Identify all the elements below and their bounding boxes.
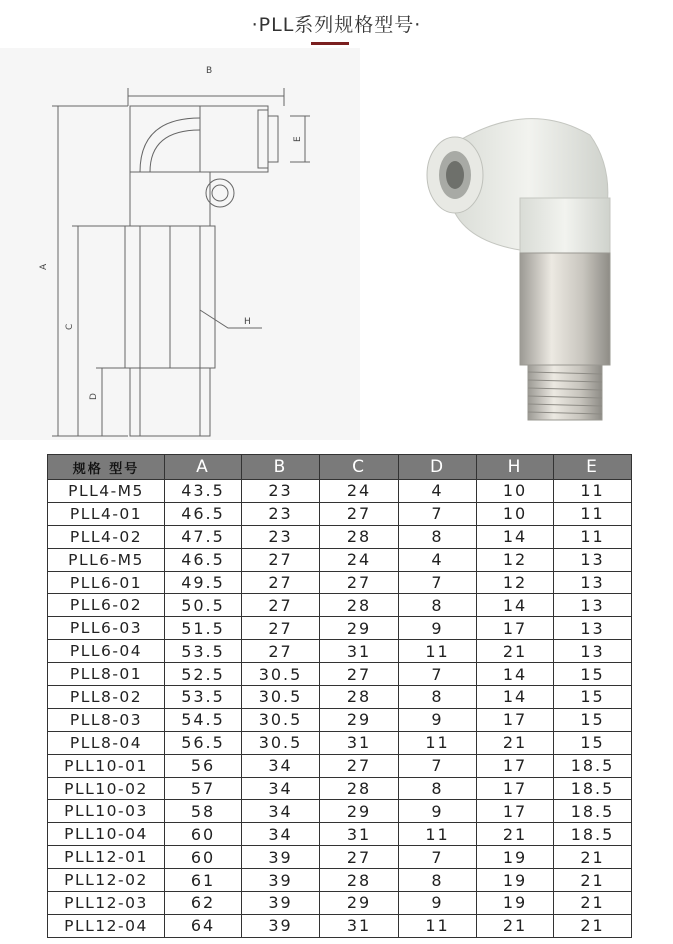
value-cell: 13: [554, 548, 632, 571]
value-cell: 8: [399, 686, 477, 709]
value-cell: 18.5: [554, 823, 632, 846]
table-row: [48, 846, 632, 869]
value-cell: 23: [242, 525, 320, 548]
value-cell: 11: [554, 525, 632, 548]
table-row: [48, 548, 632, 571]
value-cell: 19: [477, 892, 554, 915]
value-cell: 60: [165, 846, 242, 869]
column-header: C: [320, 455, 399, 480]
value-cell: 11: [554, 480, 632, 503]
value-cell: 39: [242, 846, 320, 869]
table-row: [48, 525, 632, 548]
value-cell: 39: [242, 869, 320, 892]
value-cell: 39: [242, 914, 320, 937]
model-cell: PLL6-M5: [48, 548, 165, 571]
value-cell: 21: [477, 823, 554, 846]
model-cell: PLL6-01: [48, 571, 165, 594]
model-cell: PLL12-04: [48, 914, 165, 937]
model-cell: PLL10-01: [48, 754, 165, 777]
product-photo: [400, 90, 650, 435]
value-cell: 8: [399, 869, 477, 892]
value-cell: 14: [477, 686, 554, 709]
model-cell: PLL4-02: [48, 525, 165, 548]
value-cell: 30.5: [242, 686, 320, 709]
value-cell: 14: [477, 525, 554, 548]
value-cell: 27: [320, 846, 399, 869]
value-cell: 39: [242, 892, 320, 915]
value-cell: 31: [320, 731, 399, 754]
column-header: E: [554, 455, 632, 480]
column-header: A: [165, 455, 242, 480]
value-cell: 15: [554, 708, 632, 731]
value-cell: 23: [242, 480, 320, 503]
value-cell: 21: [554, 869, 632, 892]
dim-label-e: E: [293, 136, 303, 142]
column-header: 规格 型号: [48, 455, 165, 480]
value-cell: 29: [320, 617, 399, 640]
value-cell: 11: [554, 502, 632, 525]
model-cell: PLL12-02: [48, 869, 165, 892]
value-cell: 17: [477, 754, 554, 777]
value-cell: 27: [242, 548, 320, 571]
column-header: D: [399, 455, 477, 480]
value-cell: 8: [399, 525, 477, 548]
value-cell: 13: [554, 640, 632, 663]
model-cell: PLL10-04: [48, 823, 165, 846]
value-cell: 43.5: [165, 480, 242, 503]
value-cell: 12: [477, 548, 554, 571]
value-cell: 49.5: [165, 571, 242, 594]
dim-label-b: B: [206, 66, 213, 76]
table-row: [48, 731, 632, 754]
value-cell: 46.5: [165, 548, 242, 571]
value-cell: 28: [320, 525, 399, 548]
value-cell: 21: [477, 914, 554, 937]
model-cell: PLL10-03: [48, 800, 165, 823]
value-cell: 15: [554, 686, 632, 709]
value-cell: 10: [477, 480, 554, 503]
value-cell: 51.5: [165, 617, 242, 640]
value-cell: 18.5: [554, 754, 632, 777]
value-cell: 17: [477, 617, 554, 640]
value-cell: 27: [242, 571, 320, 594]
value-cell: 54.5: [165, 708, 242, 731]
value-cell: 7: [399, 754, 477, 777]
value-cell: 15: [554, 663, 632, 686]
product-illustration: [400, 90, 650, 435]
value-cell: 24: [320, 480, 399, 503]
value-cell: 9: [399, 617, 477, 640]
column-header: H: [477, 455, 554, 480]
model-cell: PLL6-04: [48, 640, 165, 663]
value-cell: 10: [477, 502, 554, 525]
table-row: [48, 777, 632, 800]
value-cell: 53.5: [165, 686, 242, 709]
table-row: [48, 480, 632, 503]
value-cell: 28: [320, 869, 399, 892]
table-header-row: [48, 455, 632, 480]
value-cell: 57: [165, 777, 242, 800]
value-cell: 60: [165, 823, 242, 846]
table-row: [48, 708, 632, 731]
value-cell: 9: [399, 708, 477, 731]
value-cell: 27: [242, 617, 320, 640]
value-cell: 52.5: [165, 663, 242, 686]
value-cell: 28: [320, 686, 399, 709]
model-cell: PLL6-03: [48, 617, 165, 640]
value-cell: 15: [554, 731, 632, 754]
model-cell: PLL8-02: [48, 686, 165, 709]
value-cell: 28: [320, 777, 399, 800]
value-cell: 34: [242, 823, 320, 846]
value-cell: 7: [399, 571, 477, 594]
value-cell: 21: [554, 914, 632, 937]
value-cell: 17: [477, 708, 554, 731]
value-cell: 11: [399, 823, 477, 846]
value-cell: 21: [477, 640, 554, 663]
page-title: ·PLL系列规格型号·: [251, 14, 422, 36]
model-cell: PLL6-02: [48, 594, 165, 617]
spec-table: [47, 454, 632, 938]
value-cell: 19: [477, 846, 554, 869]
value-cell: 21: [554, 892, 632, 915]
value-cell: 27: [320, 663, 399, 686]
value-cell: 56: [165, 754, 242, 777]
value-cell: 56.5: [165, 731, 242, 754]
value-cell: 17: [477, 777, 554, 800]
table-row: [48, 594, 632, 617]
value-cell: 19: [477, 869, 554, 892]
dim-label-d: D: [89, 393, 99, 400]
value-cell: 34: [242, 777, 320, 800]
value-cell: 11: [399, 914, 477, 937]
value-cell: 11: [399, 640, 477, 663]
value-cell: 50.5: [165, 594, 242, 617]
value-cell: 27: [320, 571, 399, 594]
table-row: [48, 617, 632, 640]
value-cell: 14: [477, 663, 554, 686]
model-cell: PLL8-04: [48, 731, 165, 754]
value-cell: 62: [165, 892, 242, 915]
value-cell: 4: [399, 480, 477, 503]
value-cell: 8: [399, 594, 477, 617]
table-row: [48, 640, 632, 663]
model-cell: PLL12-03: [48, 892, 165, 915]
value-cell: 64: [165, 914, 242, 937]
table-row: [48, 686, 632, 709]
value-cell: 13: [554, 617, 632, 640]
value-cell: 13: [554, 571, 632, 594]
value-cell: 29: [320, 892, 399, 915]
column-header: B: [242, 455, 320, 480]
value-cell: 11: [399, 731, 477, 754]
value-cell: 53.5: [165, 640, 242, 663]
dim-label-h: H: [244, 317, 251, 327]
value-cell: 21: [477, 731, 554, 754]
value-cell: 8: [399, 777, 477, 800]
value-cell: 27: [320, 754, 399, 777]
value-cell: 29: [320, 708, 399, 731]
model-cell: PLL4-M5: [48, 480, 165, 503]
value-cell: 23: [242, 502, 320, 525]
dim-label-a: A: [39, 263, 49, 270]
value-cell: 18.5: [554, 777, 632, 800]
value-cell: 30.5: [242, 731, 320, 754]
technical-drawing: [0, 48, 360, 440]
value-cell: 30.5: [242, 708, 320, 731]
table-row: [48, 754, 632, 777]
value-cell: 14: [477, 594, 554, 617]
value-cell: 58: [165, 800, 242, 823]
value-cell: 17: [477, 800, 554, 823]
table-body: [48, 480, 632, 938]
model-cell: PLL8-03: [48, 708, 165, 731]
value-cell: 24: [320, 548, 399, 571]
value-cell: 21: [554, 846, 632, 869]
table-row: [48, 823, 632, 846]
value-cell: 47.5: [165, 525, 242, 548]
value-cell: 9: [399, 892, 477, 915]
table-row: [48, 502, 632, 525]
value-cell: 9: [399, 800, 477, 823]
title-underline: [311, 42, 349, 45]
table-row: [48, 892, 632, 915]
value-cell: 27: [320, 502, 399, 525]
table-row: [48, 663, 632, 686]
value-cell: 29: [320, 800, 399, 823]
value-cell: 7: [399, 663, 477, 686]
value-cell: 27: [242, 640, 320, 663]
value-cell: 34: [242, 800, 320, 823]
value-cell: 28: [320, 594, 399, 617]
value-cell: 4: [399, 548, 477, 571]
value-cell: 46.5: [165, 502, 242, 525]
model-cell: PLL8-01: [48, 663, 165, 686]
table-row: [48, 571, 632, 594]
value-cell: 7: [399, 846, 477, 869]
value-cell: 13: [554, 594, 632, 617]
value-cell: 31: [320, 914, 399, 937]
value-cell: 12: [477, 571, 554, 594]
model-cell: PLL12-01: [48, 846, 165, 869]
value-cell: 27: [242, 594, 320, 617]
value-cell: 61: [165, 869, 242, 892]
value-cell: 34: [242, 754, 320, 777]
model-cell: PLL10-02: [48, 777, 165, 800]
value-cell: 31: [320, 823, 399, 846]
dim-label-c: C: [65, 323, 75, 330]
value-cell: 7: [399, 502, 477, 525]
table-row: [48, 869, 632, 892]
table-row: [48, 800, 632, 823]
drawing-svg: [0, 48, 360, 440]
value-cell: 30.5: [242, 663, 320, 686]
value-cell: 31: [320, 640, 399, 663]
model-cell: PLL4-01: [48, 502, 165, 525]
table-row: [48, 914, 632, 937]
value-cell: 18.5: [554, 800, 632, 823]
